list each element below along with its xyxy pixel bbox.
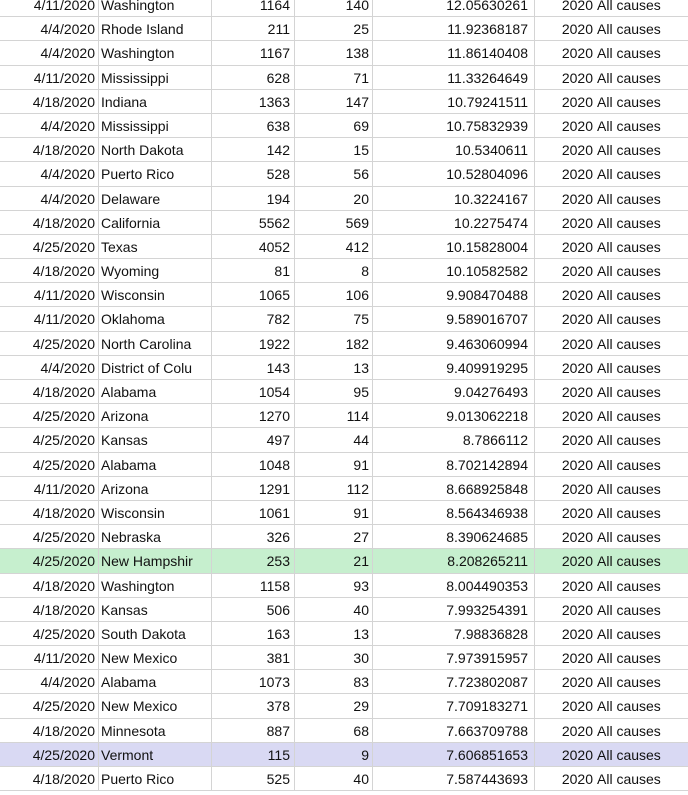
year-cell[interactable]: 2020 <box>561 480 593 497</box>
deaths-total-cell[interactable]: 506 <box>212 598 295 621</box>
table-row[interactable] <box>0 767 688 791</box>
state-cell[interactable]: Alabama <box>99 453 212 476</box>
date-cell[interactable]: 4/25/2020 <box>0 525 99 548</box>
table-row[interactable] <box>0 598 688 622</box>
date-cell[interactable]: 4/25/2020 <box>0 235 99 258</box>
rate-cell[interactable]: 8.7866112 <box>373 428 535 451</box>
deaths-count-cell[interactable]: 56 <box>295 162 373 185</box>
rate-cell[interactable]: 9.908470488 <box>373 283 535 306</box>
table-row[interactable] <box>0 380 688 404</box>
date-cell[interactable]: 4/11/2020 <box>0 283 99 306</box>
deaths-count-cell[interactable]: 91 <box>295 453 373 476</box>
rate-cell[interactable]: 7.723802087 <box>373 670 535 693</box>
year-cell[interactable]: 2020 <box>561 359 593 376</box>
rate-cell[interactable]: 11.92368187 <box>373 17 535 40</box>
deaths-count-cell[interactable]: 30 <box>295 646 373 669</box>
deaths-count-cell[interactable]: 40 <box>295 767 373 790</box>
cause-cell[interactable]: All causes <box>597 504 661 521</box>
state-cell[interactable]: California <box>99 211 212 234</box>
date-cell[interactable]: 4/18/2020 <box>0 501 99 524</box>
state-cell[interactable]: Indiana <box>99 90 212 113</box>
rate-cell[interactable]: 10.2275474 <box>373 211 535 234</box>
date-cell[interactable]: 4/4/2020 <box>0 670 99 693</box>
deaths-count-cell[interactable]: 13 <box>295 356 373 379</box>
deaths-total-cell[interactable]: 194 <box>212 187 295 210</box>
date-cell[interactable]: 4/18/2020 <box>0 574 99 597</box>
state-cell[interactable]: North Carolina <box>99 332 212 355</box>
rate-cell[interactable]: 8.208265211 <box>373 549 535 572</box>
deaths-total-cell[interactable]: 211 <box>212 17 295 40</box>
cause-cell[interactable]: All causes <box>597 93 661 110</box>
year-cell[interactable]: 2020 <box>561 722 593 739</box>
date-cell[interactable]: 4/11/2020 <box>0 307 99 330</box>
deaths-count-cell[interactable]: 112 <box>295 477 373 500</box>
rate-cell[interactable]: 8.004490353 <box>373 574 535 597</box>
cause-cell[interactable]: All causes <box>597 456 661 473</box>
deaths-total-cell[interactable]: 143 <box>212 356 295 379</box>
date-cell[interactable]: 4/25/2020 <box>0 622 99 645</box>
rate-cell[interactable]: 9.589016707 <box>373 307 535 330</box>
year-cell[interactable]: 2020 <box>561 746 593 763</box>
deaths-total-cell[interactable]: 326 <box>212 525 295 548</box>
deaths-total-cell[interactable]: 782 <box>212 307 295 330</box>
year-cell[interactable]: 2020 <box>561 432 593 449</box>
rate-cell[interactable]: 7.98836828 <box>373 622 535 645</box>
cause-cell[interactable]: All causes <box>597 577 661 594</box>
state-cell[interactable]: New Mexico <box>99 694 212 717</box>
rate-cell[interactable]: 10.79241511 <box>373 90 535 113</box>
date-cell[interactable]: 4/4/2020 <box>0 187 99 210</box>
cause-cell[interactable]: All causes <box>597 142 661 159</box>
cause-cell[interactable]: All causes <box>597 553 661 570</box>
deaths-total-cell[interactable]: 1363 <box>212 90 295 113</box>
deaths-total-cell[interactable]: 1164 <box>212 0 295 16</box>
cause-cell[interactable]: All causes <box>597 69 661 86</box>
year-cell[interactable]: 2020 <box>561 311 593 328</box>
table-row-highlighted[interactable] <box>0 743 688 767</box>
state-cell[interactable]: Vermont <box>99 743 212 766</box>
deaths-count-cell[interactable]: 20 <box>295 187 373 210</box>
deaths-total-cell[interactable]: 142 <box>212 138 295 161</box>
rate-cell[interactable]: 10.75832939 <box>373 114 535 137</box>
rate-cell[interactable]: 7.973915957 <box>373 646 535 669</box>
date-cell[interactable]: 4/18/2020 <box>0 380 99 403</box>
year-cell[interactable]: 2020 <box>561 117 593 134</box>
rate-cell[interactable]: 7.663709788 <box>373 719 535 742</box>
rate-cell[interactable]: 9.463060994 <box>373 332 535 355</box>
state-cell[interactable]: Minnesota <box>99 719 212 742</box>
year-cell[interactable]: 2020 <box>561 529 593 546</box>
year-cell[interactable]: 2020 <box>561 650 593 667</box>
state-cell[interactable]: Alabama <box>99 380 212 403</box>
deaths-total-cell[interactable]: 1291 <box>212 477 295 500</box>
deaths-total-cell[interactable]: 163 <box>212 622 295 645</box>
cause-cell[interactable]: All causes <box>597 359 661 376</box>
table-row[interactable] <box>0 404 688 428</box>
deaths-count-cell[interactable]: 114 <box>295 404 373 427</box>
deaths-count-cell[interactable]: 83 <box>295 670 373 693</box>
table-row[interactable] <box>0 670 688 694</box>
date-cell[interactable]: 4/25/2020 <box>0 453 99 476</box>
rate-cell[interactable]: 12.05630261 <box>373 0 535 16</box>
year-cell[interactable]: 2020 <box>561 166 593 183</box>
deaths-count-cell[interactable]: 106 <box>295 283 373 306</box>
year-cell[interactable]: 2020 <box>561 238 593 255</box>
cause-cell[interactable]: All causes <box>597 21 661 38</box>
year-cell[interactable]: 2020 <box>561 0 593 13</box>
deaths-count-cell[interactable]: 412 <box>295 235 373 258</box>
deaths-total-cell[interactable]: 1270 <box>212 404 295 427</box>
table-row[interactable] <box>0 453 688 477</box>
table-row[interactable] <box>0 17 688 41</box>
cause-cell[interactable]: All causes <box>597 432 661 449</box>
date-cell[interactable]: 4/18/2020 <box>0 211 99 234</box>
deaths-total-cell[interactable]: 638 <box>212 114 295 137</box>
date-cell[interactable]: 4/4/2020 <box>0 162 99 185</box>
rate-cell[interactable]: 8.702142894 <box>373 453 535 476</box>
deaths-count-cell[interactable]: 44 <box>295 428 373 451</box>
cause-cell[interactable]: All causes <box>597 0 661 13</box>
year-cell[interactable]: 2020 <box>561 45 593 62</box>
state-cell[interactable]: Oklahoma <box>99 307 212 330</box>
cause-cell[interactable]: All causes <box>597 529 661 546</box>
state-cell[interactable]: Mississippi <box>99 114 212 137</box>
table-row[interactable] <box>0 622 688 646</box>
state-cell[interactable]: South Dakota <box>99 622 212 645</box>
deaths-count-cell[interactable]: 40 <box>295 598 373 621</box>
date-cell[interactable]: 4/11/2020 <box>0 477 99 500</box>
year-cell[interactable]: 2020 <box>561 21 593 38</box>
cause-cell[interactable]: All causes <box>597 311 661 328</box>
deaths-count-cell[interactable]: 93 <box>295 574 373 597</box>
state-cell[interactable]: Texas <box>99 235 212 258</box>
state-cell[interactable]: Kansas <box>99 428 212 451</box>
rate-cell[interactable]: 7.709183271 <box>373 694 535 717</box>
deaths-total-cell[interactable]: 1167 <box>212 41 295 64</box>
deaths-count-cell[interactable]: 75 <box>295 307 373 330</box>
year-cell[interactable]: 2020 <box>561 287 593 304</box>
cause-cell[interactable]: All causes <box>597 166 661 183</box>
deaths-count-cell[interactable]: 21 <box>295 549 373 572</box>
table-row[interactable] <box>0 66 688 90</box>
deaths-total-cell[interactable]: 81 <box>212 259 295 282</box>
rate-cell[interactable]: 9.409919295 <box>373 356 535 379</box>
deaths-count-cell[interactable]: 15 <box>295 138 373 161</box>
deaths-count-cell[interactable]: 140 <box>295 0 373 16</box>
date-cell[interactable]: 4/18/2020 <box>0 259 99 282</box>
deaths-count-cell[interactable]: 91 <box>295 501 373 524</box>
state-cell[interactable]: Mississippi <box>99 66 212 89</box>
cause-cell[interactable]: All causes <box>597 601 661 618</box>
deaths-total-cell[interactable]: 1073 <box>212 670 295 693</box>
rate-cell[interactable]: 10.15828004 <box>373 235 535 258</box>
deaths-total-cell[interactable]: 378 <box>212 694 295 717</box>
cause-cell[interactable]: All causes <box>597 650 661 667</box>
year-cell[interactable]: 2020 <box>561 625 593 642</box>
deaths-count-cell[interactable]: 95 <box>295 380 373 403</box>
table-row[interactable] <box>0 187 688 211</box>
rate-cell[interactable]: 7.993254391 <box>373 598 535 621</box>
year-cell[interactable]: 2020 <box>561 384 593 400</box>
state-cell[interactable]: Arizona <box>99 477 212 500</box>
year-cell[interactable]: 2020 <box>561 190 593 207</box>
year-cell[interactable]: 2020 <box>561 698 593 715</box>
cause-cell[interactable]: All causes <box>597 480 661 497</box>
state-cell[interactable]: Arizona <box>99 404 212 427</box>
table-row[interactable] <box>0 162 688 186</box>
table-row[interactable] <box>0 332 688 356</box>
state-cell[interactable]: Washington <box>99 574 212 597</box>
year-cell[interactable]: 2020 <box>561 335 593 352</box>
deaths-count-cell[interactable]: 8 <box>295 259 373 282</box>
date-cell[interactable]: 4/4/2020 <box>0 17 99 40</box>
table-row[interactable] <box>0 211 688 235</box>
year-cell[interactable]: 2020 <box>561 771 593 787</box>
deaths-count-cell[interactable]: 27 <box>295 525 373 548</box>
year-cell[interactable]: 2020 <box>561 408 593 425</box>
table-row[interactable] <box>0 501 688 525</box>
cause-cell[interactable]: All causes <box>597 287 661 304</box>
state-cell[interactable]: Washington <box>99 0 212 16</box>
rate-cell[interactable]: 10.3224167 <box>373 187 535 210</box>
rate-cell[interactable]: 10.10582582 <box>373 259 535 282</box>
year-cell[interactable]: 2020 <box>561 142 593 159</box>
date-cell[interactable]: 4/25/2020 <box>0 743 99 766</box>
deaths-total-cell[interactable]: 5562 <box>212 211 295 234</box>
cause-cell[interactable]: All causes <box>597 214 661 231</box>
date-cell[interactable]: 4/18/2020 <box>0 719 99 742</box>
year-cell[interactable]: 2020 <box>561 504 593 521</box>
date-cell[interactable]: 4/25/2020 <box>0 404 99 427</box>
table-row[interactable] <box>0 428 688 452</box>
year-cell[interactable]: 2020 <box>561 93 593 110</box>
cause-cell[interactable]: All causes <box>597 335 661 352</box>
table-row[interactable] <box>0 235 688 259</box>
state-cell[interactable]: Wyoming <box>99 259 212 282</box>
rate-cell[interactable]: 10.52804096 <box>373 162 535 185</box>
year-cell[interactable]: 2020 <box>561 553 593 570</box>
state-cell[interactable]: Alabama <box>99 670 212 693</box>
rate-cell[interactable]: 11.33264649 <box>373 66 535 89</box>
cause-cell[interactable]: All causes <box>597 384 661 400</box>
deaths-total-cell[interactable]: 4052 <box>212 235 295 258</box>
deaths-count-cell[interactable]: 182 <box>295 332 373 355</box>
date-cell[interactable]: 4/25/2020 <box>0 332 99 355</box>
deaths-count-cell[interactable]: 138 <box>295 41 373 64</box>
date-cell[interactable]: 4/4/2020 <box>0 41 99 64</box>
table-row[interactable] <box>0 694 688 718</box>
state-cell[interactable]: Wisconsin <box>99 501 212 524</box>
cause-cell[interactable]: All causes <box>597 263 661 280</box>
deaths-total-cell[interactable]: 1158 <box>212 574 295 597</box>
state-cell[interactable]: Nebraska <box>99 525 212 548</box>
year-cell[interactable]: 2020 <box>561 214 593 231</box>
date-cell[interactable]: 4/25/2020 <box>0 694 99 717</box>
deaths-total-cell[interactable]: 1922 <box>212 332 295 355</box>
cause-cell[interactable]: All causes <box>597 674 661 691</box>
year-cell[interactable]: 2020 <box>561 577 593 594</box>
state-cell[interactable]: New Mexico <box>99 646 212 669</box>
date-cell[interactable]: 4/11/2020 <box>0 646 99 669</box>
table-row[interactable] <box>0 138 688 162</box>
date-cell[interactable]: 4/18/2020 <box>0 767 99 790</box>
table-row[interactable] <box>0 525 688 549</box>
cause-cell[interactable]: All causes <box>597 746 661 763</box>
deaths-count-cell[interactable]: 9 <box>295 743 373 766</box>
rate-cell[interactable]: 8.390624685 <box>373 525 535 548</box>
cause-cell[interactable]: All causes <box>597 771 661 787</box>
deaths-count-cell[interactable]: 13 <box>295 622 373 645</box>
table-row[interactable] <box>0 283 688 307</box>
state-cell[interactable]: Puerto Rico <box>99 162 212 185</box>
rate-cell[interactable]: 8.564346938 <box>373 501 535 524</box>
deaths-total-cell[interactable]: 115 <box>212 743 295 766</box>
date-cell[interactable]: 4/18/2020 <box>0 598 99 621</box>
deaths-count-cell[interactable]: 25 <box>295 17 373 40</box>
deaths-count-cell[interactable]: 147 <box>295 90 373 113</box>
cause-cell[interactable]: All causes <box>597 238 661 255</box>
deaths-count-cell[interactable]: 69 <box>295 114 373 137</box>
table-row[interactable] <box>0 719 688 743</box>
date-cell[interactable]: 4/4/2020 <box>0 114 99 137</box>
deaths-total-cell[interactable]: 497 <box>212 428 295 451</box>
date-cell[interactable]: 4/25/2020 <box>0 428 99 451</box>
rate-cell[interactable]: 9.04276493 <box>373 380 535 403</box>
deaths-total-cell[interactable]: 1065 <box>212 283 295 306</box>
cause-cell[interactable]: All causes <box>597 45 661 62</box>
deaths-count-cell[interactable]: 569 <box>295 211 373 234</box>
deaths-total-cell[interactable]: 528 <box>212 162 295 185</box>
deaths-total-cell[interactable]: 628 <box>212 66 295 89</box>
table-row[interactable] <box>0 114 688 138</box>
date-cell[interactable]: 4/18/2020 <box>0 138 99 161</box>
table-row-highlighted[interactable] <box>0 549 688 573</box>
state-cell[interactable]: Rhode Island <box>99 17 212 40</box>
date-cell[interactable]: 4/4/2020 <box>0 356 99 379</box>
deaths-total-cell[interactable]: 253 <box>212 549 295 572</box>
year-cell[interactable]: 2020 <box>561 674 593 691</box>
date-cell[interactable]: 4/11/2020 <box>0 66 99 89</box>
deaths-total-cell[interactable]: 1061 <box>212 501 295 524</box>
state-cell[interactable]: Delaware <box>99 187 212 210</box>
state-cell[interactable]: Puerto Rico <box>99 767 212 790</box>
table-row[interactable] <box>0 307 688 331</box>
rate-cell[interactable]: 11.86140408 <box>373 41 535 64</box>
state-cell[interactable]: District of Colu <box>99 356 212 379</box>
year-cell[interactable]: 2020 <box>561 69 593 86</box>
deaths-count-cell[interactable]: 68 <box>295 719 373 742</box>
state-cell[interactable]: Kansas <box>99 598 212 621</box>
date-cell[interactable]: 4/25/2020 <box>0 549 99 572</box>
table-row[interactable] <box>0 259 688 283</box>
deaths-total-cell[interactable]: 381 <box>212 646 295 669</box>
table-row[interactable] <box>0 0 688 17</box>
table-row[interactable] <box>0 90 688 114</box>
state-cell[interactable]: Wisconsin <box>99 283 212 306</box>
deaths-count-cell[interactable]: 29 <box>295 694 373 717</box>
cause-cell[interactable]: All causes <box>597 722 661 739</box>
deaths-total-cell[interactable]: 887 <box>212 719 295 742</box>
date-cell[interactable]: 4/11/2020 <box>0 0 99 16</box>
rate-cell[interactable]: 10.5340611 <box>373 138 535 161</box>
table-row[interactable] <box>0 574 688 598</box>
cause-cell[interactable]: All causes <box>597 117 661 134</box>
state-cell[interactable]: North Dakota <box>99 138 212 161</box>
table-row[interactable] <box>0 477 688 501</box>
year-cell[interactable]: 2020 <box>561 456 593 473</box>
year-cell[interactable]: 2020 <box>561 263 593 280</box>
deaths-total-cell[interactable]: 525 <box>212 767 295 790</box>
deaths-total-cell[interactable]: 1054 <box>212 380 295 403</box>
rate-cell[interactable]: 7.606851653 <box>373 743 535 766</box>
table-row[interactable] <box>0 356 688 380</box>
cause-cell[interactable]: All causes <box>597 698 661 715</box>
rate-cell[interactable]: 8.668925848 <box>373 477 535 500</box>
state-cell[interactable]: Washington <box>99 41 212 64</box>
table-row[interactable] <box>0 646 688 670</box>
state-cell[interactable]: New Hampshir <box>99 549 212 572</box>
cause-cell[interactable]: All causes <box>597 408 661 425</box>
rate-cell[interactable]: 9.013062218 <box>373 404 535 427</box>
cause-cell[interactable]: All causes <box>597 190 661 207</box>
date-cell[interactable]: 4/18/2020 <box>0 90 99 113</box>
cause-cell[interactable]: All causes <box>597 625 661 642</box>
year-cell[interactable]: 2020 <box>561 601 593 618</box>
table-row[interactable] <box>0 41 688 65</box>
deaths-total-cell[interactable]: 1048 <box>212 453 295 476</box>
rate-cell[interactable]: 7.587443693 <box>373 767 535 790</box>
deaths-count-cell[interactable]: 71 <box>295 66 373 89</box>
